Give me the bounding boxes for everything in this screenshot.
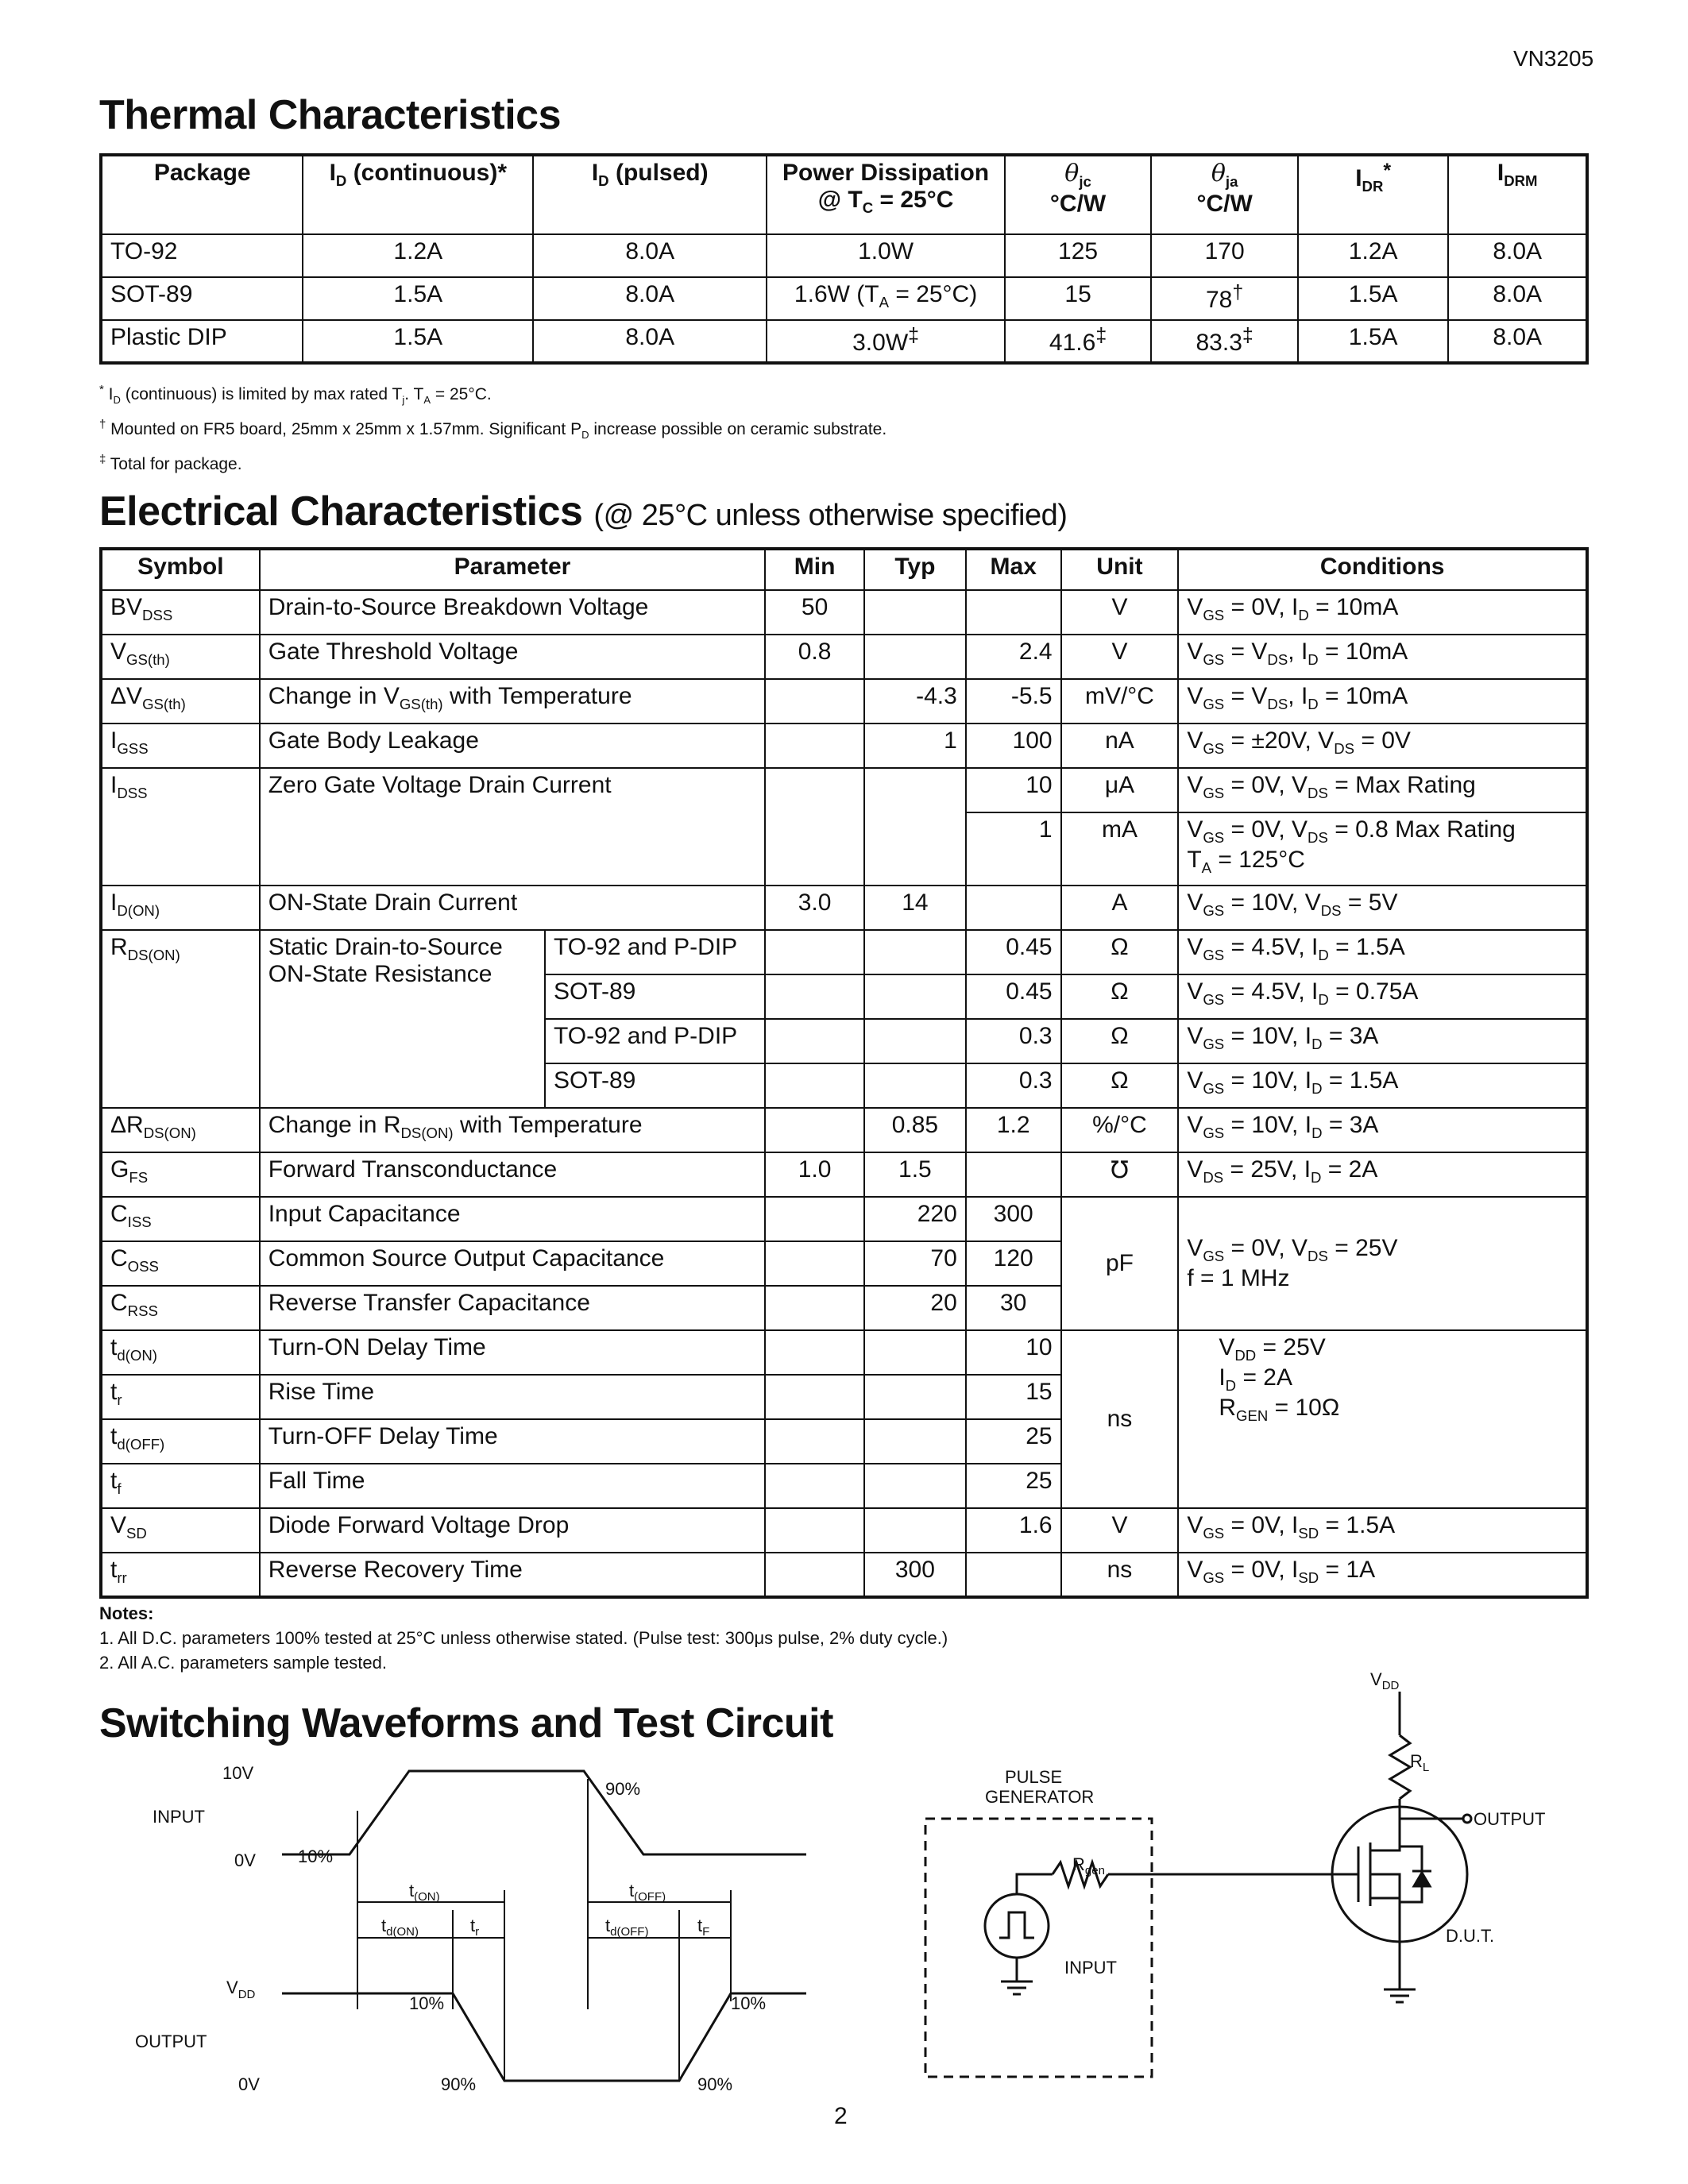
max <box>966 1553 1061 1597</box>
cond: $V_{GS} = 10V$, $V_{DS} = 5V$ <box>1178 886 1587 930</box>
min <box>765 1553 864 1597</box>
cond: $V_{GS} = \pm 20V$, $V_{DS} = 0V$ <box>1178 723 1587 768</box>
cell-idrm: 8.0A <box>1448 277 1587 320</box>
cell-theta-ja: 78† <box>1151 277 1298 320</box>
unit: Ω <box>1061 1019 1179 1063</box>
th-theta-jc: $\theta_{jc}$ °C/W <box>1005 155 1152 234</box>
label-input: INPUT <box>153 1807 205 1827</box>
label-circuit-output: OUTPUT <box>1474 1809 1546 1829</box>
wire <box>1017 1874 1053 1894</box>
param: Rise Time <box>260 1375 765 1419</box>
unit: %/°C <box>1061 1108 1179 1152</box>
max: 10 <box>966 1330 1061 1375</box>
switching-title: Switching Waveforms and Test Circuit <box>99 1700 833 1746</box>
label-10pct-in: 10% <box>298 1846 334 1866</box>
footnote-3: ‡ Total for package. <box>99 453 242 474</box>
param: Input Capacitance <box>260 1197 765 1241</box>
max: 30 <box>966 1286 1061 1330</box>
electrical-table <box>99 547 1589 1599</box>
table-row <box>101 1108 1587 1152</box>
label-dut: D.U.T. <box>1446 1926 1495 1946</box>
min <box>765 679 864 723</box>
th-package: Package <box>101 155 303 234</box>
unit: mA <box>1061 812 1179 886</box>
th-symbol: Symbol <box>101 549 260 590</box>
typ <box>864 1464 966 1508</box>
param: Static Drain-to-Source ON-State Resistance <box>260 930 545 1108</box>
min <box>765 930 864 974</box>
unit: μA <box>1061 768 1179 812</box>
th-conditions: Conditions <box>1178 549 1587 590</box>
min <box>765 974 864 1019</box>
label-rl: $R_L$ <box>1410 1751 1430 1774</box>
cond: $V_{DD} = 25V$ $I_D = 2A$ $R_{GEN} = 10\Omega$ <box>1178 1330 1587 1508</box>
label-output: OUTPUT <box>135 2032 207 2051</box>
typ: 0.85 <box>864 1108 966 1152</box>
typ <box>864 1063 966 1108</box>
footnote-2: † Mounted on FR5 board, 25mm x 25mm x 1.57mm. Significant $P_D$ increase possible on ceramic substrate. <box>99 418 887 442</box>
unit: nA <box>1061 723 1179 768</box>
param: Drain-to-Source Breakdown Voltage <box>260 590 765 635</box>
param: Change in $R_{DS(ON)}$ with Temperature <box>260 1108 765 1152</box>
max: 2.4 <box>966 635 1061 679</box>
cell-power: 1.6W $(T_A = 25^\circ C)$ <box>767 277 1004 320</box>
min: 50 <box>765 590 864 635</box>
package: TO-92 and P-DIP <box>545 930 765 974</box>
cell-idrm: 8.0A <box>1448 234 1587 277</box>
package: SOT-89 <box>545 1063 765 1108</box>
cell-id-cont: 1.2A <box>303 234 533 277</box>
cell-idr: 1.2A <box>1298 234 1448 277</box>
th-typ: Typ <box>864 549 966 590</box>
sym-gfs: $G_{FS}$ <box>101 1152 260 1197</box>
unit: V <box>1061 1508 1179 1553</box>
sym-tdon: $t_{d(ON)}$ <box>101 1330 260 1375</box>
cond: $V_{GS} = V_{DS}$, $I_D = 10mA$ <box>1178 635 1587 679</box>
typ <box>864 590 966 635</box>
min <box>765 1464 864 1508</box>
min <box>765 1508 864 1553</box>
input-waveform <box>282 1771 806 1854</box>
cell-package: TO-92 <box>101 234 303 277</box>
cell-theta-ja: 170 <box>1151 234 1298 277</box>
max: 0.3 <box>966 1019 1061 1063</box>
max: 0.45 <box>966 974 1061 1019</box>
package: TO-92 and P-DIP <box>545 1019 765 1063</box>
cell-power: 3.0W‡ <box>767 320 1004 363</box>
max: 120 <box>966 1241 1061 1286</box>
max <box>966 886 1061 930</box>
cond: $V_{GS} = 10V$, $I_D = 3A$ <box>1178 1019 1587 1063</box>
note-1: 1. All D.C. parameters 100% tested at 25°C unless otherwise stated. (Pulse test: 300μs pulse, 2% duty cycle.) <box>99 1628 948 1648</box>
label-90pct-out-2: 90% <box>697 2074 733 2094</box>
body <box>1370 1874 1400 1898</box>
param: Zero Gate Voltage Drain Current <box>260 768 765 886</box>
cond: $V_{GS} = 0V$, $V_{DS} = 0.8$ Max Rating $T_A = 125^\circ C$ <box>1178 812 1587 886</box>
cond: $V_{DS} = 25V$, $I_D = 2A$ <box>1178 1152 1587 1197</box>
drain <box>1370 1846 1400 1850</box>
sym-vgsth: $V_{GS(th)}$ <box>101 635 260 679</box>
thermal-footnotes <box>99 377 886 477</box>
sym-trr: $t_{rr}$ <box>101 1553 260 1597</box>
label-ton: $t_{(ON)}$ <box>409 1881 440 1904</box>
sym-ciss: $C_{ISS}$ <box>101 1197 260 1241</box>
min <box>765 1419 864 1464</box>
cell-package: Plastic DIP <box>101 320 303 363</box>
cond: $V_{GS} = 4.5V$, $I_D = 0.75A$ <box>1178 974 1587 1019</box>
min <box>765 1375 864 1419</box>
cell-power: 1.0W <box>767 234 1004 277</box>
param: Change in $V_{GS(th)}$ with Temperature <box>260 679 765 723</box>
footnote-1: * $I_D$ (continuous) is limited by max rated $T_j$. $T_A = 25^\circ C$. <box>99 383 492 407</box>
table-row <box>101 234 1587 277</box>
param: Turn-OFF Delay Time <box>260 1419 765 1464</box>
typ: 220 <box>864 1197 966 1241</box>
table-row <box>101 590 1587 635</box>
label-pulse: PULSE <box>1005 1767 1063 1787</box>
typ <box>864 930 966 974</box>
typ <box>864 1019 966 1063</box>
table-row <box>101 768 1587 812</box>
label-10v: 10V <box>222 1763 254 1783</box>
label-generator: GENERATOR <box>985 1787 1095 1807</box>
min: 3.0 <box>765 886 864 930</box>
min <box>765 1197 864 1241</box>
package: SOT-89 <box>545 974 765 1019</box>
label-vdd: $V_{DD}$ <box>226 1978 256 2001</box>
cell-id-cont: 1.5A <box>303 277 533 320</box>
table-row <box>101 1330 1587 1375</box>
typ <box>864 1508 966 1553</box>
table-row <box>101 1197 1587 1241</box>
table-row <box>101 886 1587 930</box>
sym-dvgsth: $\Delta V_{GS(th)}$ <box>101 679 260 723</box>
label-circuit-vdd: $V_{DD}$ <box>1370 1669 1400 1692</box>
table-row <box>101 723 1587 768</box>
cond: $V_{GS} = 0V$, $I_D = 10mA$ <box>1178 590 1587 635</box>
thermal-table <box>99 153 1589 365</box>
cell-id-cont: 1.5A <box>303 320 533 363</box>
param: Common Source Output Capacitance <box>260 1241 765 1286</box>
param: Reverse Recovery Time <box>260 1553 765 1597</box>
max: 0.3 <box>966 1063 1061 1108</box>
electrical-header-row <box>101 549 1587 590</box>
unit: mV/°C <box>1061 679 1179 723</box>
min: 0.8 <box>765 635 864 679</box>
cell-idrm: 8.0A <box>1448 320 1587 363</box>
switching-waveforms <box>119 1747 834 2105</box>
sym-igss: $I_{GSS}$ <box>101 723 260 768</box>
param: Gate Body Leakage <box>260 723 765 768</box>
th-id-pulsed: $I_D$ (pulsed) <box>533 155 767 234</box>
label-10pct-out: 10% <box>409 1993 445 2013</box>
cond: $V_{GS} = 0V$, $I_{SD} = 1A$ <box>1178 1553 1587 1597</box>
unit: V <box>1061 635 1179 679</box>
th-idrm: $I_{DRM}$ <box>1448 155 1587 234</box>
max: 100 <box>966 723 1061 768</box>
min <box>765 1019 864 1063</box>
typ: 300 <box>864 1553 966 1597</box>
typ <box>864 1330 966 1375</box>
typ: 1 <box>864 723 966 768</box>
typ <box>864 635 966 679</box>
param: Turn-ON Delay Time <box>260 1330 765 1375</box>
th-parameter: Parameter <box>260 549 765 590</box>
sym-coss: $C_{OSS}$ <box>101 1241 260 1286</box>
output-waveform <box>282 1993 806 2081</box>
cell-idr: 1.5A <box>1298 320 1448 363</box>
sym-bvdss: $BV_{DSS}$ <box>101 590 260 635</box>
source <box>1370 1898 1400 1942</box>
unit: ℧ <box>1061 1152 1179 1197</box>
cond: $V_{GS} = 0V$, $V_{DS} = 25V$ f = 1 MHz <box>1178 1197 1587 1330</box>
output-terminal <box>1463 1815 1471 1823</box>
diode <box>1414 1873 1430 1886</box>
cell-theta-ja: 83.3‡ <box>1151 320 1298 363</box>
sym-crss: $C_{RSS}$ <box>101 1286 260 1330</box>
sym-tr: $t_r$ <box>101 1375 260 1419</box>
sym-idon: $I_{D(ON)}$ <box>101 886 260 930</box>
sym-tf: $t_f$ <box>101 1464 260 1508</box>
page-number: 2 <box>834 2103 848 2129</box>
max: 0.45 <box>966 930 1061 974</box>
label-circuit-input: INPUT <box>1064 1958 1117 1978</box>
cell-theta-jc: 15 <box>1005 277 1152 320</box>
label-tdoff: $t_{d(OFF)}$ <box>605 1916 649 1939</box>
test-circuit <box>914 1660 1628 2105</box>
table-row <box>101 1508 1587 1553</box>
notes-heading: Notes: <box>99 1603 154 1623</box>
unit: V <box>1061 590 1179 635</box>
label-tdon: $t_{d(ON)}$ <box>381 1916 419 1939</box>
typ: 14 <box>864 886 966 930</box>
param: Fall Time <box>260 1464 765 1508</box>
label-0v: 0V <box>234 1850 256 1870</box>
max: 15 <box>966 1375 1061 1419</box>
label-10pct-out-2: 10% <box>731 1993 767 2013</box>
pulse-symbol <box>999 1912 1034 1938</box>
min <box>765 768 864 886</box>
diode-wire <box>1400 1846 1422 1902</box>
param: Gate Threshold Voltage <box>260 635 765 679</box>
label-tr: $t_r$ <box>470 1916 480 1939</box>
min <box>765 1108 864 1152</box>
max: 300 <box>966 1197 1061 1241</box>
label-toff: $t_{(OFF)}$ <box>629 1881 666 1904</box>
label-tf: $t_F$ <box>697 1916 710 1939</box>
sym-tdoff: $t_{d(OFF)}$ <box>101 1419 260 1464</box>
th-power: Power Dissipation @ $T_C = 25^\circ C$ <box>767 155 1004 234</box>
sym-vsd: $V_{SD}$ <box>101 1508 260 1553</box>
table-row <box>101 930 1587 974</box>
param: Diode Forward Voltage Drop <box>260 1508 765 1553</box>
cell-theta-jc: 125 <box>1005 234 1152 277</box>
cell-id-pulsed: 8.0A <box>533 320 767 363</box>
max: 25 <box>966 1464 1061 1508</box>
thermal-header-row <box>101 155 1587 234</box>
typ: -4.3 <box>864 679 966 723</box>
cell-theta-jc: 41.6‡ <box>1005 320 1152 363</box>
cond: $V_{GS} = V_{DS}$, $I_D = 10mA$ <box>1178 679 1587 723</box>
cell-id-pulsed: 8.0A <box>533 234 767 277</box>
unit: Ω <box>1061 1063 1179 1108</box>
th-id-continuous: $I_D$ (continuous)* <box>303 155 533 234</box>
param: Reverse Transfer Capacitance <box>260 1286 765 1330</box>
table-row <box>101 1152 1587 1197</box>
label-0v-out: 0V <box>238 2074 260 2094</box>
unit: A <box>1061 886 1179 930</box>
max: 10 <box>966 768 1061 812</box>
typ: 1.5 <box>864 1152 966 1197</box>
max: 1.6 <box>966 1508 1061 1553</box>
param: Forward Transconductance <box>260 1152 765 1197</box>
unit: Ω <box>1061 930 1179 974</box>
sym-rdson: $R_{DS(ON)}$ <box>101 930 260 1108</box>
min <box>765 1330 864 1375</box>
th-idr: $I_{DR}^*$ <box>1298 155 1448 234</box>
notes <box>99 1601 948 1675</box>
sym-drdson: $\Delta R_{DS(ON)}$ <box>101 1108 260 1152</box>
electrical-title: Electrical Characteristics (@ 25°C unless otherwise specified) <box>99 488 1068 534</box>
th-max: Max <box>966 549 1061 590</box>
max <box>966 1152 1061 1197</box>
sym-idss: $I_{DSS}$ <box>101 768 260 886</box>
max: 25 <box>966 1419 1061 1464</box>
table-row <box>101 635 1587 679</box>
cond: $V_{GS} = 0V$, $V_{DS}$ = Max Rating <box>1178 768 1587 812</box>
min <box>765 1241 864 1286</box>
typ <box>864 1375 966 1419</box>
note-2: 2. All A.C. parameters sample tested. <box>99 1653 387 1673</box>
label-rgen: $R_{gen}$ <box>1072 1854 1105 1877</box>
label-90pct-in: 90% <box>605 1779 641 1799</box>
cell-package: SOT-89 <box>101 277 303 320</box>
cond: $V_{GS} = 10V$, $I_D = 3A$ <box>1178 1108 1587 1152</box>
unit: ns <box>1061 1330 1179 1508</box>
pulse-source <box>985 1894 1049 1958</box>
cond: $V_{GS} = 10V$, $I_D = 1.5A$ <box>1178 1063 1587 1108</box>
thermal-title: Thermal Characteristics <box>99 92 561 138</box>
rl-resistor <box>1390 1735 1410 1799</box>
min: 1.0 <box>765 1152 864 1197</box>
cell-id-pulsed: 8.0A <box>533 277 767 320</box>
cond: $V_{GS} = 0V$, $I_{SD} = 1.5A$ <box>1178 1508 1587 1553</box>
typ <box>864 974 966 1019</box>
table-row <box>101 1553 1587 1597</box>
max <box>966 590 1061 635</box>
label-90pct-out-1: 90% <box>441 2074 477 2094</box>
th-theta-ja: $\theta_{ja}$ °C/W <box>1151 155 1298 234</box>
table-row <box>101 320 1587 363</box>
unit: pF <box>1061 1197 1179 1330</box>
typ: 70 <box>864 1241 966 1286</box>
typ: 20 <box>864 1286 966 1330</box>
typ <box>864 768 966 886</box>
unit: Ω <box>1061 974 1179 1019</box>
typ <box>864 1419 966 1464</box>
max: -5.5 <box>966 679 1061 723</box>
th-unit: Unit <box>1061 549 1179 590</box>
max: 1 <box>966 812 1061 886</box>
max: 1.2 <box>966 1108 1061 1152</box>
table-row <box>101 277 1587 320</box>
th-min: Min <box>765 549 864 590</box>
cell-idr: 1.5A <box>1298 277 1448 320</box>
part-number: VN3205 <box>1513 46 1594 71</box>
table-row <box>101 679 1587 723</box>
param: ON-State Drain Current <box>260 886 765 930</box>
min <box>765 1063 864 1108</box>
unit: ns <box>1061 1553 1179 1597</box>
min <box>765 1286 864 1330</box>
electrical-subtitle: (@ 25°C unless otherwise specified) <box>593 499 1068 532</box>
min <box>765 723 864 768</box>
cond: $V_{GS} = 4.5V$, $I_D = 1.5A$ <box>1178 930 1587 974</box>
